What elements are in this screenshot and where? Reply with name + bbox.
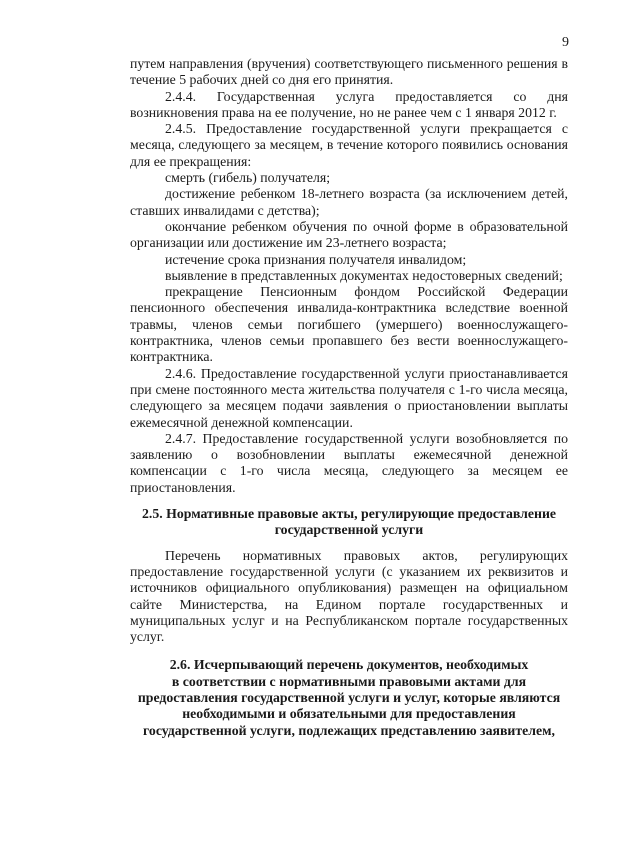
- paragraph: смерть (гибель) получателя;: [165, 170, 331, 186]
- heading-line: в соответствии с нормативными правовыми актами для: [171, 673, 527, 689]
- heading-line: 2.6. Исчерпывающий перечень документов, необходимых: [169, 657, 529, 673]
- heading-line: предоставления государственной услуги и услуг, которые являются: [137, 689, 561, 705]
- paragraph: истечение срока признания получателя инвалидом;: [165, 251, 467, 267]
- section-2-5-body: Перечень нормативных правовых актов, регулирующих предоставление государственной услуги (с указанием их реквизитов и источников официального опубликования) размещен на официальном сайте Министерства, на Едином портале государственных и муниципальных услуг и на Республиканском портале государственных услуг.: [130, 547, 568, 645]
- paragraph: достижение ребенком 18-летнего возраста (за исключением детей, ставших инвалидами с детства);: [130, 186, 568, 218]
- heading-line: государственной услуги: [274, 522, 424, 538]
- paragraph: 2.4.5. Предоставление государственной услуги прекращается с месяца, следующего за месяцем, в течение которого появились основания для ее прекращения:: [130, 121, 568, 169]
- paragraph: путем направления (вручения) соответствующего письменного решения в течение 5 рабочих дней со дня его принятия.: [130, 56, 568, 88]
- heading-line: 2.5. Нормативные правовые акты, регулирующие предоставление: [141, 506, 557, 522]
- paragraph: 2.4.7. Предоставление государственной услуги возобновляется по заявлению о возобновлении выплаты ежемесячной денежной компенсации с 1-го числа месяца, следующего за месяцем ее приостановления.: [130, 430, 568, 495]
- document-body: [130, 56, 568, 739]
- page-number: 9: [562, 35, 569, 50]
- paragraph: 2.4.4. Государственная услуга предоставляется со дня возникновения права на ее получение, но не ранее чем с 1 января 2012 г.: [130, 88, 568, 120]
- heading-line: государственной услуги, подлежащих представлению заявителем,: [143, 722, 555, 738]
- section-heading-2-5: [130, 506, 568, 539]
- section-heading-2-6: [130, 657, 568, 738]
- paragraph: 2.4.6. Предоставление государственной услуги приостанавливается при смене постоянного места жительства получателя с 1-го числа месяца, следующего за месяцем подачи заявления о приостановлении выплаты ежемесячной денежной компенсации.: [130, 365, 568, 430]
- heading-line: необходимыми и обязательными для предоставления: [182, 706, 516, 722]
- paragraph: окончание ребенком обучения по очной форме в образовательной организации или достижение им 23-летнего возраста;: [130, 218, 568, 251]
- paragraph: выявление в представленных документах недостоверных сведений;: [165, 267, 563, 283]
- paragraph: прекращение Пенсионным фондом Российской Федерации пенсионного обеспечения инвалида-контрактника вследствие военной травмы, членов семьи погибшего (умершего) военнослужащего-контрактника, членов семьи пропавшего без вести военнослужащего-контрактника.: [130, 284, 568, 365]
